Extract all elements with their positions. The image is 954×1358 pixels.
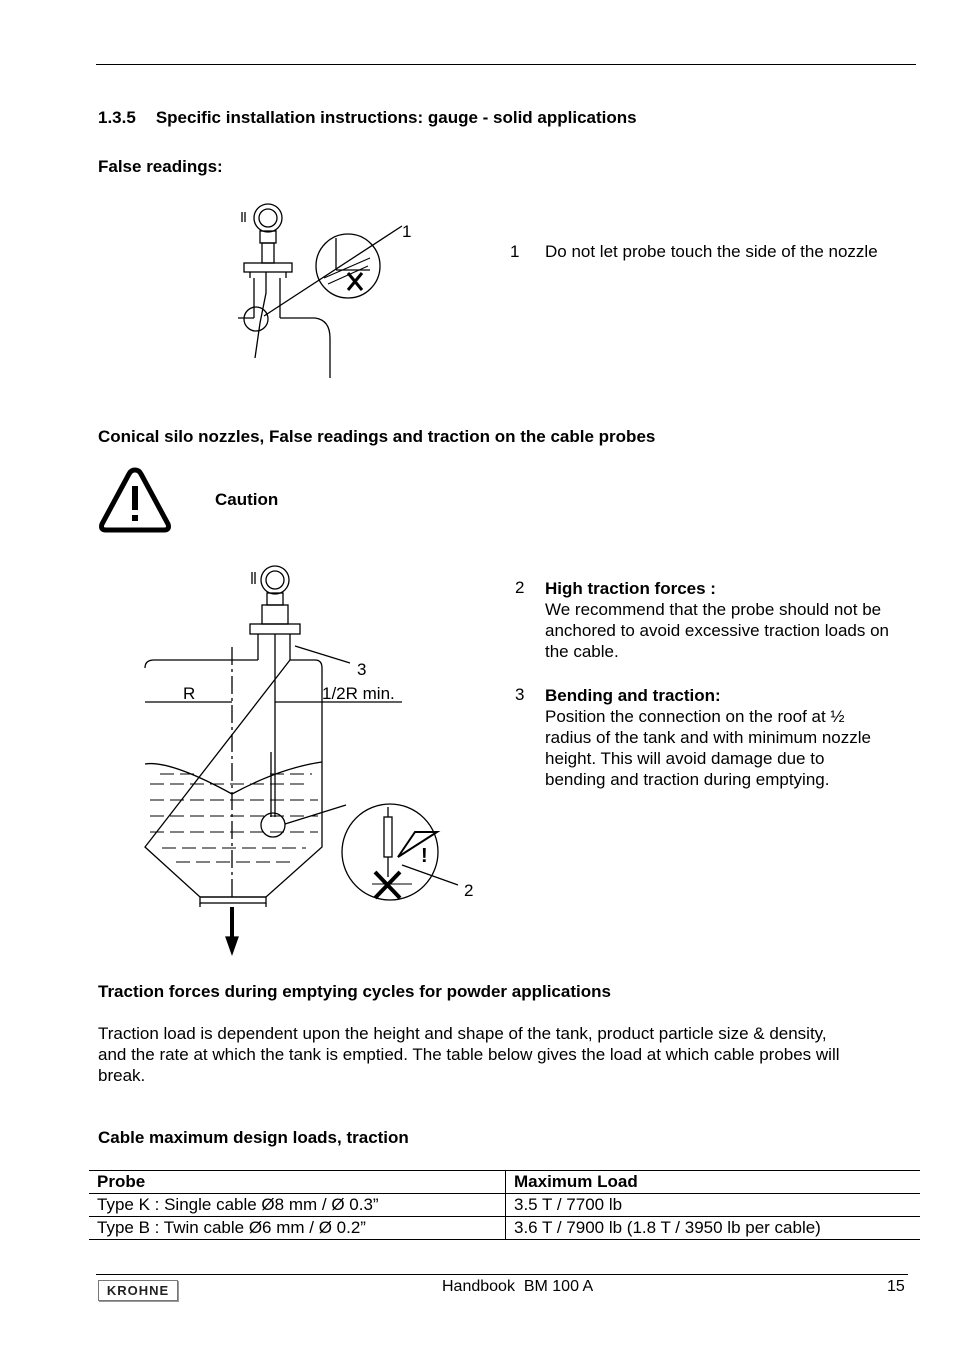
false-readings-heading: False readings: [98,157,223,176]
probe-nozzle-figure [230,198,430,383]
traction-paragraph [98,1023,928,1086]
item-3-block [545,685,871,790]
table-cell: Type K : Single cable Ø8 mm / Ø 0.3” [89,1194,506,1217]
caution-label: Caution [215,490,279,509]
callout-2: 2 [464,881,474,900]
cable-loads-table [89,1170,920,1240]
item-2-block [545,578,889,662]
table-cell: 3.5 T / 7700 lb [514,1195,623,1214]
footer-rule [96,1274,908,1275]
section-title-text: Specific installation instructions: gauge - solid applications [155,108,637,127]
callout-3: 3 [357,660,367,679]
item-3-line: bending and traction during emptying. [545,770,830,789]
traction-line: Traction load is dependent upon the height and shape of the tank, product particle size & density, [98,1024,827,1043]
footer-handbook: Handbook BM 100 A [442,1278,594,1295]
item-3-line: height. This will avoid damage due to [545,749,825,768]
column-header: Probe [89,1171,506,1194]
logo-text: KROHNE [106,1283,170,1298]
section-number: 1.3.5 [98,108,136,127]
traction-line: and the rate at which the tank is emptied. The table below gives the load at which cable probes will [98,1045,840,1064]
page-number: 15 [887,1278,905,1295]
table-row [89,1194,920,1217]
item-3-title: Bending and traction: [545,686,721,705]
item-3-line: radius of the tank and with minimum nozzle [545,728,871,747]
item-1-text: Do not let probe touch the side of the nozzle [545,242,878,261]
callout-1: 1 [402,222,412,241]
traction-line: break. [98,1066,146,1085]
table-cell: Type B : Twin cable Ø6 mm / Ø 0.2” [89,1217,506,1240]
item-2-title: High traction forces : [545,579,716,598]
label-R: R [183,684,196,703]
table-cell: 3.6 T / 7900 lb (1.8 T / 3950 lb per cable) [514,1218,821,1237]
item-1-number: 1 [510,242,520,261]
traction-heading: Traction forces during emptying cycles for powder applications [98,982,611,1001]
table-header-row [89,1171,920,1194]
section-title [98,108,637,128]
warning-triangle-icon [98,466,172,534]
item-2-line: anchored to avoid excessive traction loads on [545,621,889,640]
header-rule [96,64,916,65]
table-row [89,1217,920,1240]
conical-silo-figure [140,562,480,962]
item-2-line: We recommend that the probe should not be [545,600,882,619]
label-half-R: 1/2R min. [322,684,395,703]
item-3-line: Position the connection on the roof at ½ [545,707,845,726]
column-header: Maximum Load [514,1172,638,1191]
item-3-number: 3 [515,685,525,704]
item-2-line: the cable. [545,642,619,661]
conical-heading: Conical silo nozzles, False readings and traction on the cable probes [98,427,656,446]
svg-text:!: ! [421,845,428,867]
item-2-number: 2 [515,578,525,597]
krohne-logo [98,1280,178,1301]
cable-table-heading: Cable maximum design loads, traction [98,1128,409,1147]
